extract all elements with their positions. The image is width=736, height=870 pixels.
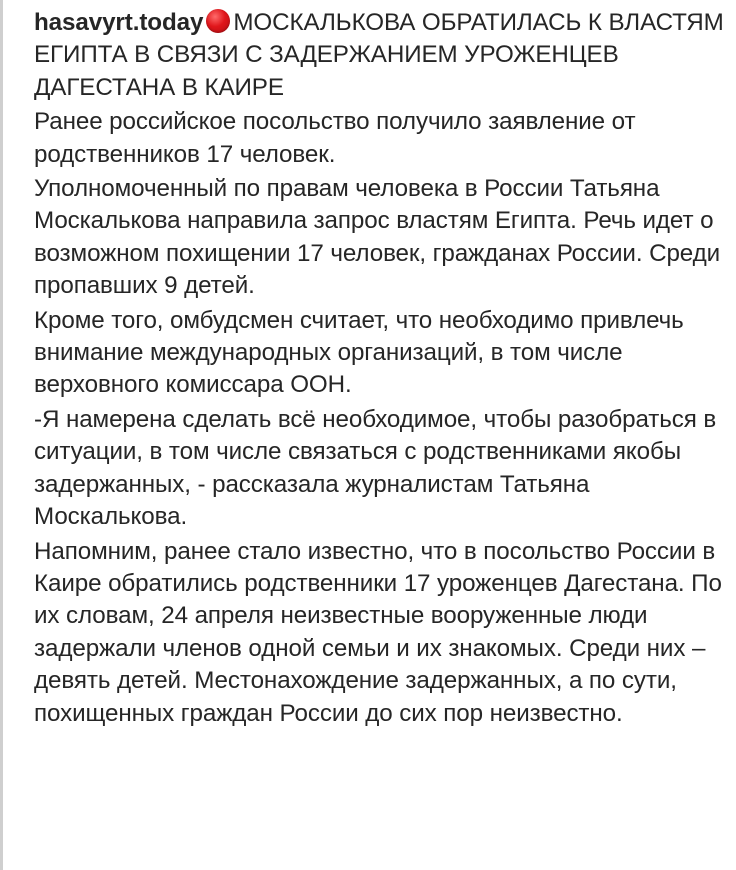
caption-headline [34, 7, 728, 104]
paragraph-4: -Я намерена сделать всё необходимое, чтобы разобраться в ситуации, в том числе связаться с родственниками якобы задержанных, - рассказала журналистам Татьяна Москалькова. [34, 405, 717, 531]
left-border [0, 0, 3, 870]
paragraph-1: Ранее российское посольство получило заявление от родственников 17 человек. [34, 108, 636, 168]
username-link[interactable]: hasavyrt.today [34, 9, 204, 36]
red-circle-icon [206, 9, 230, 33]
paragraph-2: Уполномоченный по правам человека в России Татьяна Москалькова направила запрос властям Египта. Речь идет о возможном похищении 17 человек, гражданах России. Среди пропавших 9 детей. [34, 175, 721, 300]
post-caption [34, 7, 728, 732]
headline-text: МОСКАЛЬКОВА ОБРАТИЛАСЬ К ВЛАСТЯМ ЕГИПТА В СВЯЗИ С ЗАДЕРЖАНИЕМ УРОЖЕНЦЕВ ДАГЕСТАНА В КАИРЕ [34, 9, 724, 101]
paragraph-5: Напомним, ранее стало известно, что в посольство России в Каире обратились родственники 17 уроженцев Дагестана. По их словам, 24 апреля неизвестные вооруженные люди задержали членов одной семьи и их знакомых. Среди них – девять детей. Местонахождение задержанных, а по сути, похищенных граждан России до сих пор неизвестно. [34, 537, 722, 727]
paragraph-3: Кроме того, омбудсмен считает, что необходимо привлечь внимание международных организаций, в том числе верховного комиссара ООН. [34, 306, 684, 399]
